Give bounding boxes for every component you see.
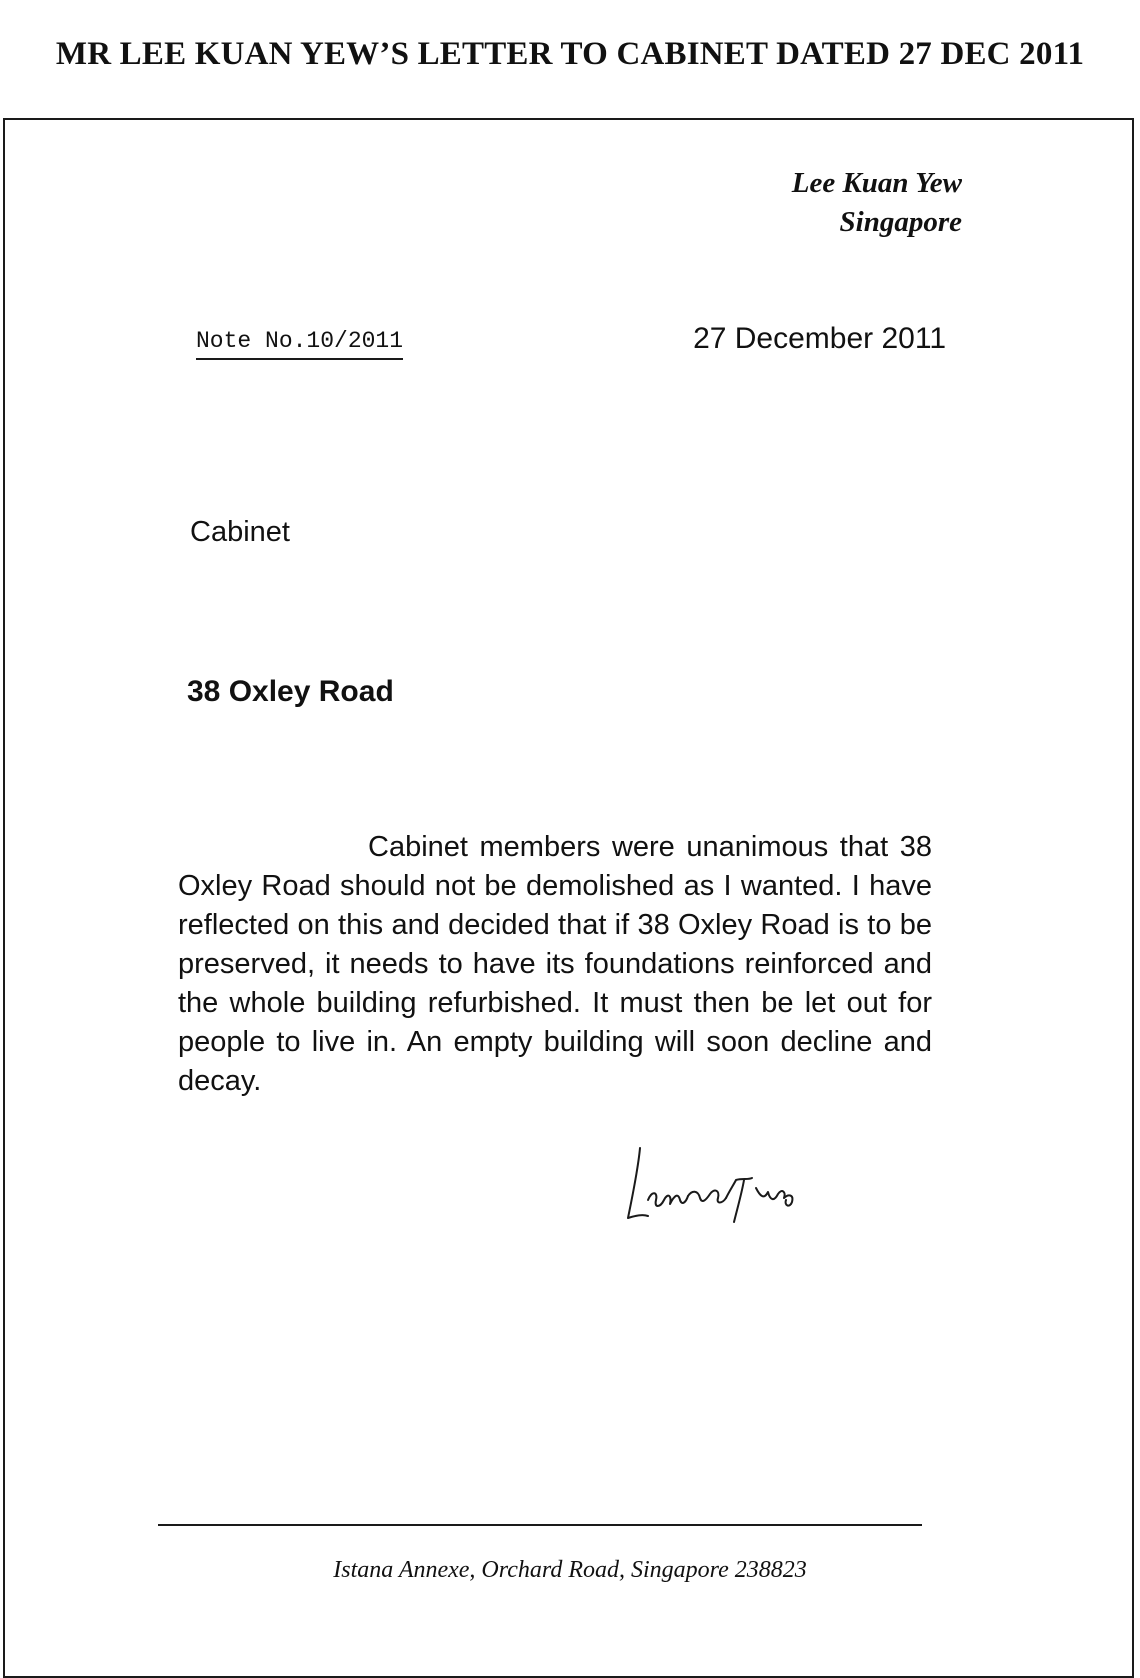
body-paragraph: Cabinet members were unanimous that 38 Oxley Road should not be demolished as I wanted. I have reflected on this and decided that if 38 Oxley Road is to be preserved, it needs to have its foundations reinforced and the whole building refurbished. It must then be let out for people to live in. An empty building will soon decline and decay.	[178, 831, 932, 1097]
subject-heading: 38 Oxley Road	[187, 675, 394, 708]
letterhead-name: Lee Kuan Yew	[791, 167, 962, 199]
addressee: Cabinet	[190, 516, 290, 548]
handwritten-signature	[618, 1140, 858, 1230]
footer-divider	[158, 1524, 922, 1526]
note-number: Note No.10/2011	[196, 328, 403, 360]
footer-address: Istana Annexe, Orchard Road, Singapore 238823	[333, 1557, 807, 1583]
page-title: MR LEE KUAN YEW’S LETTER TO CABINET DATED 27 DEC 2011	[55, 36, 1085, 72]
letterhead-city: Singapore	[839, 206, 962, 238]
note-date: 27 December 2011	[693, 322, 946, 355]
